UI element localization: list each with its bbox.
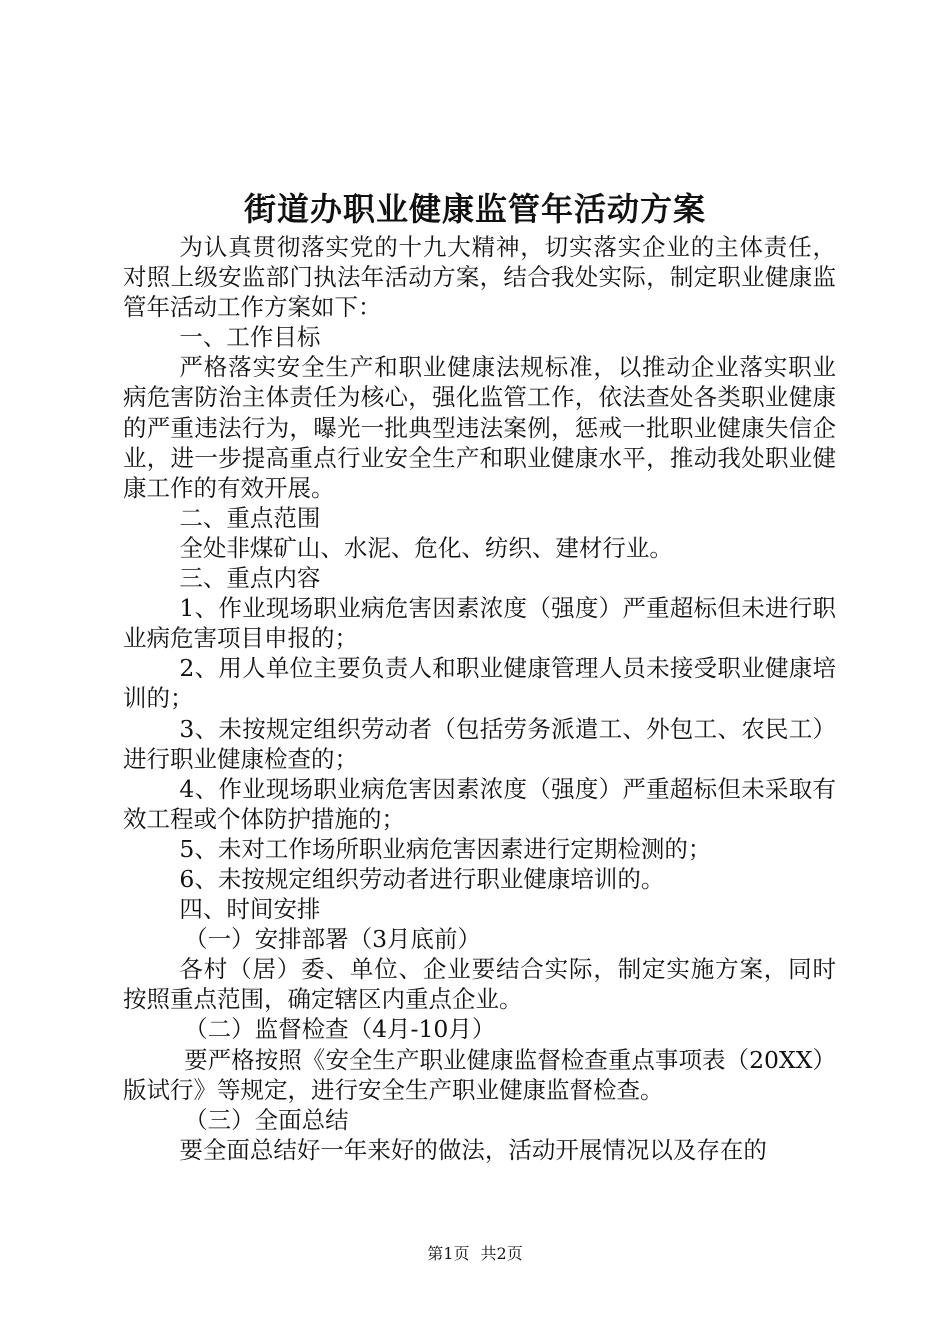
intro-paragraph: 为认真贯彻落实党的十九大精神，切实落实企业的主体责任，对照上级安监部门执法年活动方案，结合我处实际，制定职业健康监管年活动工作方案如下： bbox=[123, 233, 836, 322]
content-item-5: 5、未对工作场所职业病危害因素进行定期检测的； bbox=[179, 834, 712, 863]
schedule-subheading-2: （二）监督检查（4月-10月） bbox=[184, 1015, 496, 1044]
document-body bbox=[123, 232, 836, 1165]
content-item-6: 6、未按规定组织劳动者进行职业健康培训的。 bbox=[179, 864, 665, 893]
section-heading-goals: 一、工作目标 bbox=[179, 323, 321, 352]
schedule-subheading-3: （三）全面总结 bbox=[184, 1105, 349, 1134]
schedule-paragraph-3: 要全面总结好一年来好的做法，活动开展情况以及存在的 bbox=[179, 1135, 767, 1164]
page-number-footer: 第1页 共2页 bbox=[427, 1244, 523, 1263]
schedule-subheading-1: （一）安排部署（3月底前） bbox=[184, 925, 482, 954]
content-item-2: 2、用人单位主要负责人和职业健康管理人员未接受职业健康培训的； bbox=[123, 654, 836, 713]
document-title: 街道办职业健康监管年活动方案 bbox=[243, 190, 706, 228]
schedule-paragraph-1: 各村（居）委、单位、企业要结合实际，制定实施方案，同时按照重点范围，确定辖区内重点企业。 bbox=[123, 955, 836, 1014]
content-item-3: 3、未按规定组织劳动者（包括劳务派遣工、外包工、农民工）进行职业健康检查的； bbox=[123, 714, 836, 773]
schedule-paragraph-2: 要严格按照《安全生产职业健康监督检查重点事项表（20XX）版试行》等规定，进行安全生产职业健康监督检查。 bbox=[123, 1045, 836, 1104]
content-item-4: 4、作业现场职业病危害因素浓度（强度）严重超标但未采取有效工程或个体防护措施的； bbox=[123, 774, 836, 833]
section-heading-schedule: 四、时间安排 bbox=[179, 895, 321, 924]
section-heading-scope: 二、重点范围 bbox=[179, 503, 321, 532]
goals-paragraph: 严格落实安全生产和职业健康法规标准，以推动企业落实职业病危害防治主体责任为核心，强化监管工作，依法查处各类职业健康的严重违法行为，曝光一批典型违法案例，惩戒一批职业健康失信企业，进一步提高重点行业安全生产和职业健康水平，推动我处职业健康工作的有效开展。 bbox=[123, 353, 836, 502]
scope-paragraph: 全处非煤矿山、水泥、危化、纺织、建材行业。 bbox=[179, 533, 673, 562]
section-heading-content: 三、重点内容 bbox=[179, 564, 321, 593]
content-item-1: 1、作业现场职业病危害因素浓度（强度）严重超标但未进行职业病危害项目申报的； bbox=[123, 594, 836, 653]
